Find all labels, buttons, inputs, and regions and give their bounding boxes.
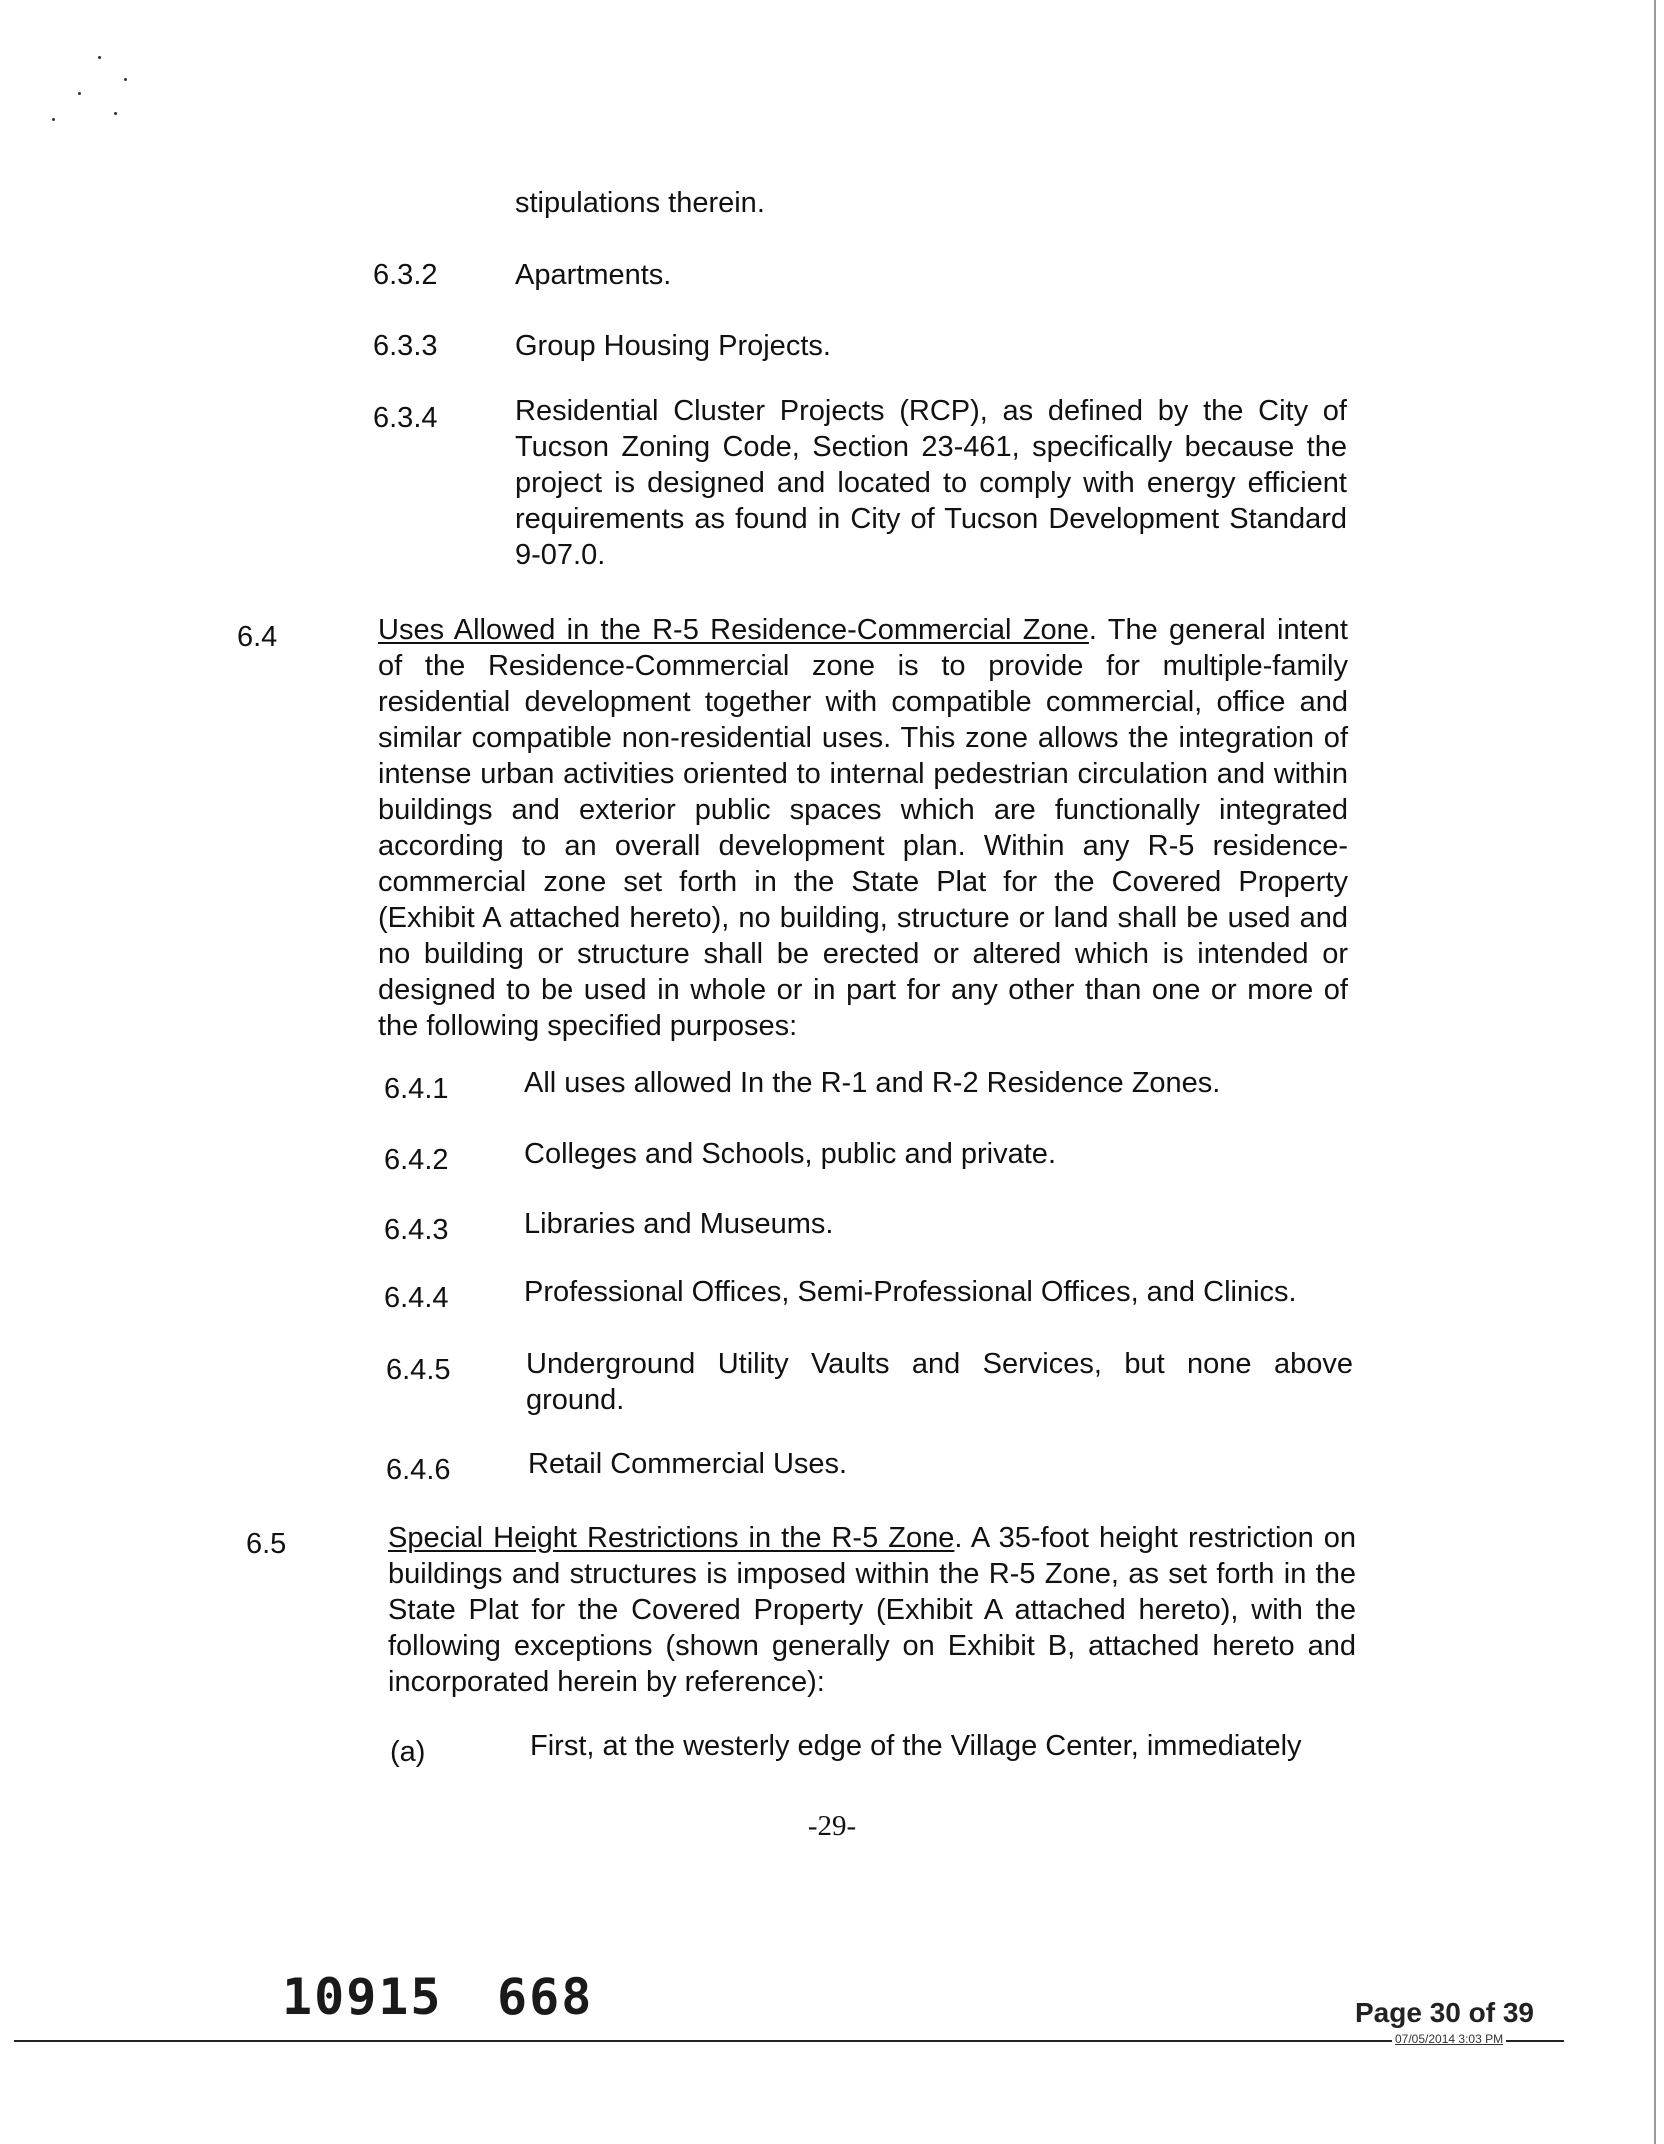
section-6-4-heading: Uses Allowed in the R-5 Residence-Commercial Zone [378,614,1089,646]
continuation-line: stipulations therein. [515,187,765,219]
section-6-4-2-number: 6.4.2 [384,1144,449,1176]
section-6-4-4-number: 6.4.4 [384,1282,449,1314]
section-6-4-5-number: 6.4.5 [386,1354,451,1386]
print-timestamp: 07/05/2014 3:03 PM [1392,2032,1506,2046]
scan-speck [52,118,55,121]
section-6-4-2-text: Colleges and Schools, public and private. [524,1138,1056,1170]
section-6-5-heading: Special Height Restrictions in the R-5 Zone [388,1522,955,1554]
section-6-3-2-number: 6.3.2 [373,259,438,291]
section-6-4-6-number: 6.4.6 [386,1454,451,1486]
section-6-4-6-text: Retail Commercial Uses. [528,1448,848,1480]
scan-speck [78,92,81,95]
section-6-5-number: 6.5 [246,1528,287,1560]
footer-rule [14,2040,1564,2042]
section-6-3-4-number: 6.3.4 [373,402,438,434]
page-count: Page 30 of 39 [1355,1997,1534,2028]
page-number: -29- [807,1810,857,1842]
scan-speck [98,56,101,59]
item-a-label: (a) [390,1736,426,1768]
recording-book-number: 10915 [282,1968,443,2026]
section-6-4-1-text: All uses allowed In the R-1 and R-2 Residence Zones. [524,1067,1221,1099]
section-6-4-1-number: 6.4.1 [384,1073,449,1105]
section-6-3-4-text: Residential Cluster Projects (RCP), as defined by the City of Tucson Zoning Code, Section 23-461, specifically because the project is designed and located to comply with energy efficient requirements as found in City of Tucson Development Standard 9-07.0. [515,395,1347,571]
section-6-5-body: . A 35-foot height restriction on buildings and structures is imposed within the R-5 Zone, as set forth in the State Plat for the Covered Property (Exhibit A attached hereto), with the following exceptions (shown generally on Exhibit B, attached hereto and incorporated herein by reference): [388,1522,1356,1698]
section-6-4-3-number: 6.4.3 [384,1214,449,1246]
section-6-3-3-text: Group Housing Projects. [515,330,831,362]
section-6-5-paragraph [388,1520,1356,1700]
section-6-3-3-number: 6.3.3 [373,330,438,362]
section-6-4-3-text: Libraries and Museums. [524,1208,834,1240]
section-6-4-paragraph [378,612,1348,1044]
section-6-3-2-text: Apartments. [515,259,672,291]
recording-page-number: 668 [497,1968,594,2026]
section-6-4-4-text: Professional Offices, Semi-Professional Offices, and Clinics. [524,1276,1297,1308]
scan-speck [124,78,127,81]
section-6-4-number: 6.4 [237,621,278,653]
item-a-text: First, at the westerly edge of the Village Center, immediately [530,1730,1302,1762]
section-6-4-body: . The general intent of the Residence-Commercial zone is to provide for multiple-family residential development together with compatible commercial, office and similar compatible non-residential uses. This zone allows the integration of intense urban activities oriented to internal pedestrian circulation and within buildings and exterior public spaces which are functionally integrated according to an overall development plan. Within any R-5 residence-commercial zone set forth in the State Plat for the Covered Property (Exhibit A attached hereto), no building, structure or land shall be used and no building or structure shall be erected or altered which is intended or designed to be used in whole or in part for any other than one or more of the following specified purposes: [378,614,1348,1042]
scan-speck [114,112,117,115]
section-6-4-5-text: Underground Utility Vaults and Services, but none above ground. [526,1348,1353,1416]
